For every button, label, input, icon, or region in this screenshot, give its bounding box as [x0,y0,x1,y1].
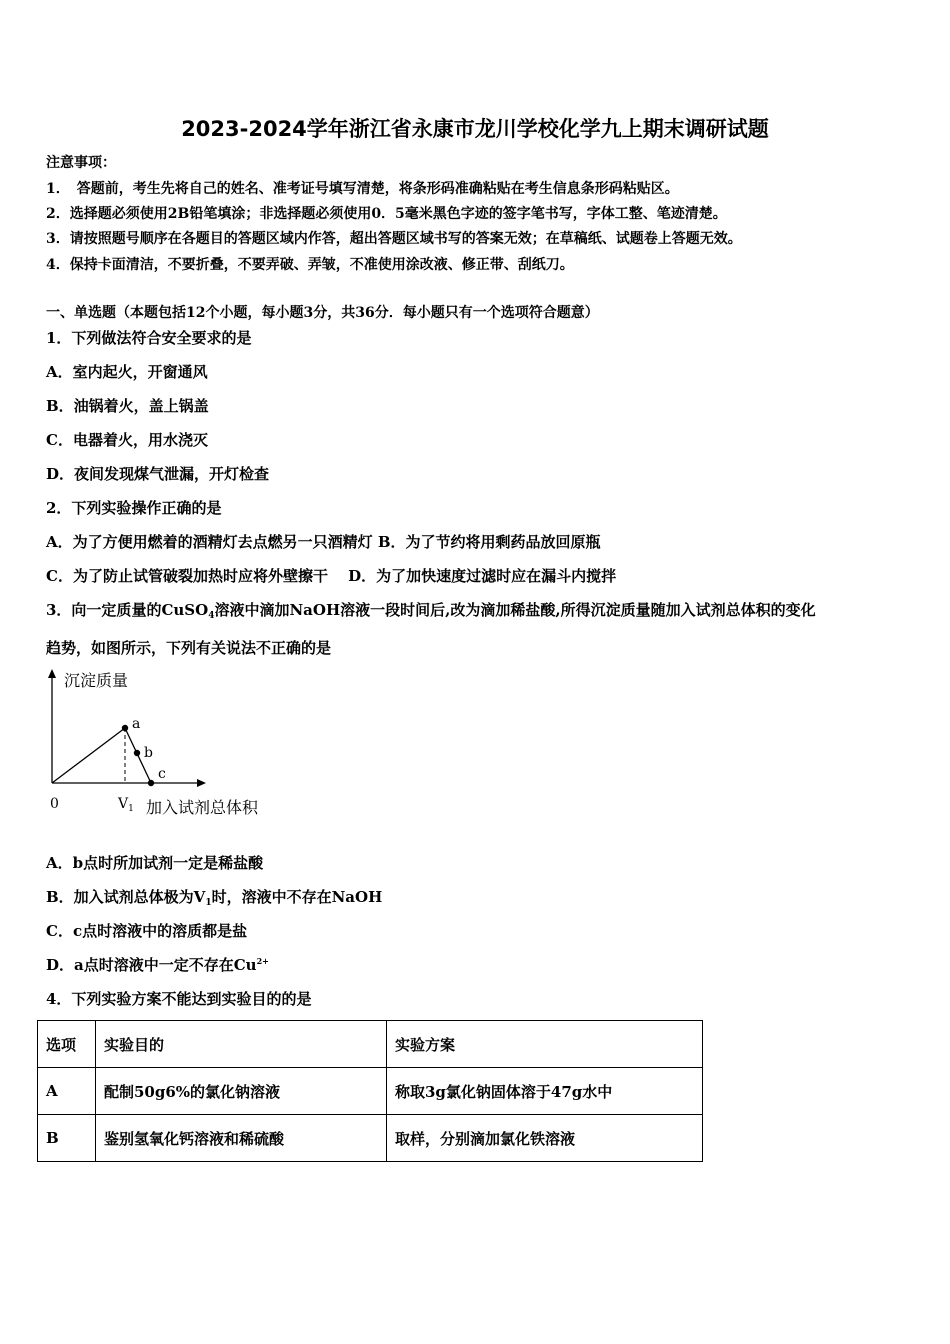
table-header-cell: 选项 [38,1021,96,1068]
table-row [38,1068,703,1115]
table-cell: B [38,1115,96,1162]
q1-option-b: B．油锅着火，盖上锅盖 [46,397,209,415]
table-header-cell: 实验方案 [387,1021,703,1068]
table-cell: A [38,1068,96,1115]
point-a [122,725,128,731]
table-header-cell: 实验目的 [96,1021,387,1068]
q1-option-d: D．夜间发现煤气泄漏，开灯检查 [46,465,270,483]
table-row [38,1115,703,1162]
q4-stem: 4．下列实验方案不能达到实验目的的是 [46,990,312,1008]
section-heading: 一、单选题（本题包括12个小题，每小题3分，共36分．每小题只有一个选项符合题意） [46,305,599,321]
notice-item: 4．保持卡面清洁，不要折叠，不要弄破、弄皱，不准使用涂改液、修正带、刮纸刀。 [46,257,574,273]
graph-origin: 0 [50,796,59,812]
notice-heading: 注意事项： [46,155,116,171]
q1-stem: 1．下列做法符合安全要求的是 [46,329,252,347]
q3-option-b: B．加入试剂总体极为$V_1$时，溶液中不存在NaOH [46,888,383,908]
table-cell: 配制50g6%的氯化钠溶液 [96,1068,387,1115]
notice-item: 3．请按照题号顺序在各题目的答题区域内作答，超出答题区域书写的答案无效；在草稿纸、试题卷上答题无效。 [46,231,742,247]
q1-option-c: C．电器着火，用水浇灭 [46,431,208,449]
page-title: 2023-2024学年浙江省永康市龙川学校化学九上期末调研试题 [181,117,769,141]
q2-options-line2: C．为了防止试管破裂加热时应将外壁擦干 D．为了加快速度过滤时应在漏斗内搅拌 [46,567,617,585]
label-a: a [132,716,141,732]
table-cell: 鉴别氢氧化钙溶液和稀硫酸 [96,1115,387,1162]
table-header-row [38,1021,703,1068]
q3-option-a: A．b点时所加试剂一定是稀盐酸 [46,854,264,872]
x-axis-arrow [197,779,206,787]
q3-stem: 3．向一定质量的CuSO$_4$溶液中滴加NaOH溶液一段时间后,改为滴加稀盐酸,所得沉淀质量随加入试剂总体积的变化 [46,601,816,621]
table-cell: 称取3g氯化钠固体溶于47g水中 [387,1068,703,1115]
rising-line [52,728,125,783]
q3-stem-line2: 趋势，如图所示，下列有关说法不正确的是 [46,639,332,657]
notice-item: 2．选择题必须使用2B铅笔填涂；非选择题必须使用0．5毫米黑色字迹的签字笔书写，字体工整、笔迹清楚。 [46,206,727,222]
point-b [134,750,140,756]
point-c [148,780,154,786]
q2-stem: 2．下列实验操作正确的是 [46,499,222,517]
q3-option-c: C．c点时溶液中的溶质都是盐 [46,922,248,940]
notice-item: 1． 答题前，考生先将自己的姓名、准考证号填写清楚，将条形码准确粘贴在考生信息条形码粘贴区。 [46,181,679,197]
label-c: c [158,766,166,782]
graph-x-label: 加入试剂总体积 [146,798,259,817]
q4-table [37,1020,703,1162]
graph-y-label: 沉淀质量 [64,671,129,690]
y-axis-arrow [48,669,56,678]
q3-option-d: D．a点时溶液中一定不存在$Cu^{2+}$ [46,956,269,974]
q2-options-line1: A．为了方便用燃着的酒精灯去点燃另一只酒精灯 B．为了节约将用剩药品放回原瓶 [46,533,601,551]
q1-option-a: A．室内起火，开窗通风 [46,363,208,381]
table-cell: 取样，分别滴加氯化铁溶液 [387,1115,703,1162]
graph-v1-label: $V_1$ [118,796,134,814]
label-b: b [144,745,153,761]
